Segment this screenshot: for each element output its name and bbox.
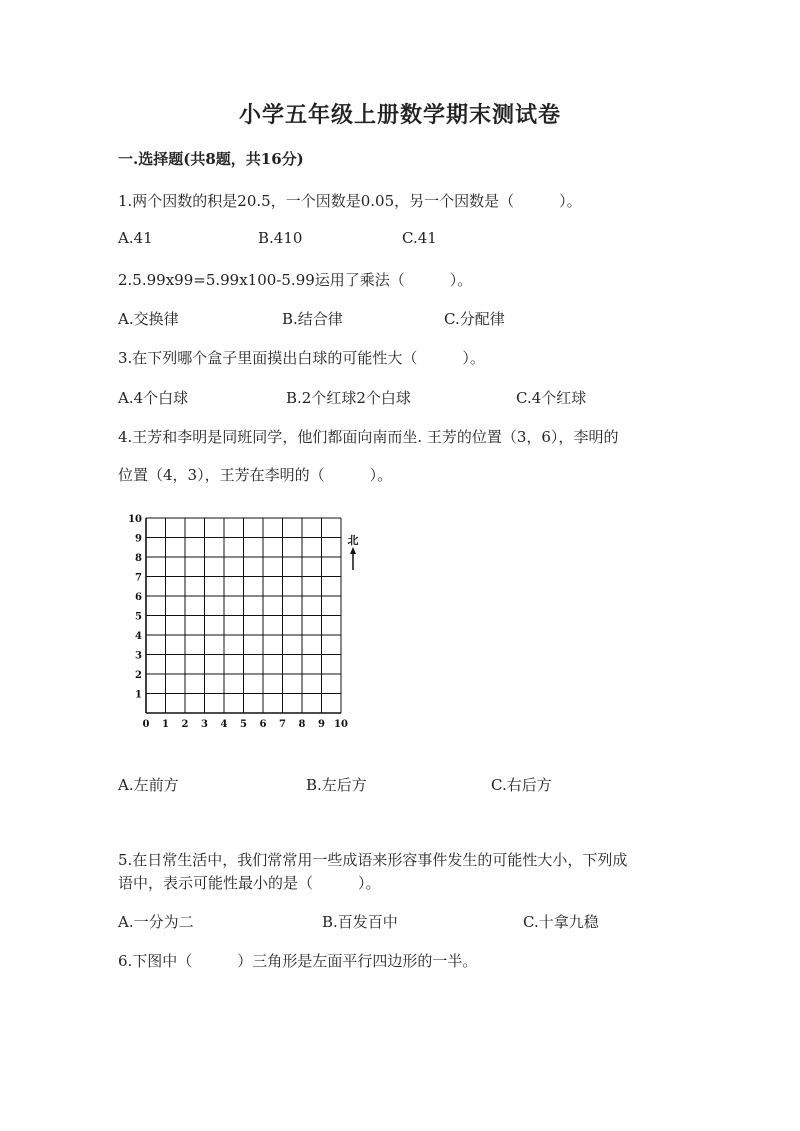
q3-option-b: B.2个红球2个白球 <box>286 389 411 407</box>
x-tick-label: 2 <box>181 719 189 730</box>
question-6: 6.下图中（ ）三角形是左面平行四边形的一半。 <box>118 952 478 970</box>
q3-option-a: A.4个白球 <box>118 389 189 407</box>
y-tick-label: 6 <box>135 592 142 603</box>
y-tick-label: 7 <box>135 572 142 584</box>
x-tick-label: 5 <box>240 719 247 730</box>
question-2: 2.5.99x99=5.99x100-5.99运用了乘法（ ）。 <box>118 271 473 289</box>
y-tick-label: 2 <box>135 670 142 681</box>
x-tick-label: 9 <box>318 719 325 730</box>
q5-option-c: C.十拿九稳 <box>523 913 599 931</box>
y-tick-label: 4 <box>135 631 142 642</box>
coordinate-grid-svg <box>120 514 370 740</box>
q2-option-b: B.结合律 <box>282 310 343 328</box>
x-tick-label: 1 <box>162 719 169 730</box>
q5-option-a: A.一分为二 <box>118 913 194 931</box>
q1-option-a: A.41 <box>118 229 153 247</box>
question-4-line-1: 4.王芳和李明是同班同学，他们都面向南而坐. 王芳的位置（3，6），李明的 <box>118 428 619 446</box>
q2-option-a: A.交换律 <box>118 310 179 328</box>
x-tick-label: 7 <box>279 719 286 730</box>
x-tick-label: 10 <box>334 719 348 730</box>
page-title: 小学五年级上册数学期末测试卷 <box>238 102 561 128</box>
north-label: 北 <box>347 534 359 547</box>
question-5-line-2: 语中，表示可能性最小的是（ ）。 <box>118 874 381 892</box>
section-heading: 一.选择题(共8题，共16分) <box>118 150 304 168</box>
y-tick-label: 5 <box>135 611 142 623</box>
q5-option-b: B.百发百中 <box>322 913 398 931</box>
q4-option-a: A.左前方 <box>118 776 179 794</box>
x-tick-label: 8 <box>298 719 306 730</box>
q2-option-c: C.分配律 <box>444 310 505 328</box>
x-tick-label: 6 <box>259 719 267 730</box>
y-tick-label: 9 <box>135 533 142 545</box>
coordinate-grid <box>120 514 370 740</box>
north-arrow-icon <box>350 547 356 554</box>
question-5-line-1: 5.在日常生活中，我们常常用一些成语来形容事件发生的可能性大小，下列成 <box>118 851 628 869</box>
q4-option-b: B.左后方 <box>306 776 367 794</box>
y-tick-label: 3 <box>135 650 142 662</box>
question-4-line-2: 位置（4，3），王芳在李明的（ ）。 <box>118 466 393 484</box>
x-tick-label: 3 <box>201 719 208 730</box>
y-tick-label: 10 <box>128 514 142 525</box>
y-tick-label: 8 <box>135 553 142 564</box>
q1-option-c: C.41 <box>402 229 437 247</box>
question-1: 1.两个因数的积是20.5，一个因数是0.05，另一个因数是（ ）。 <box>118 192 582 210</box>
x-tick-label: 4 <box>220 719 228 730</box>
q1-option-b: B.410 <box>258 229 303 247</box>
q3-option-c: C.4个红球 <box>516 389 587 407</box>
y-tick-label: 1 <box>135 689 142 701</box>
question-3: 3.在下列哪个盒子里面摸出白球的可能性大（ ）。 <box>118 349 485 367</box>
x-tick-label: 0 <box>142 719 150 730</box>
q4-option-c: C.右后方 <box>491 776 552 794</box>
